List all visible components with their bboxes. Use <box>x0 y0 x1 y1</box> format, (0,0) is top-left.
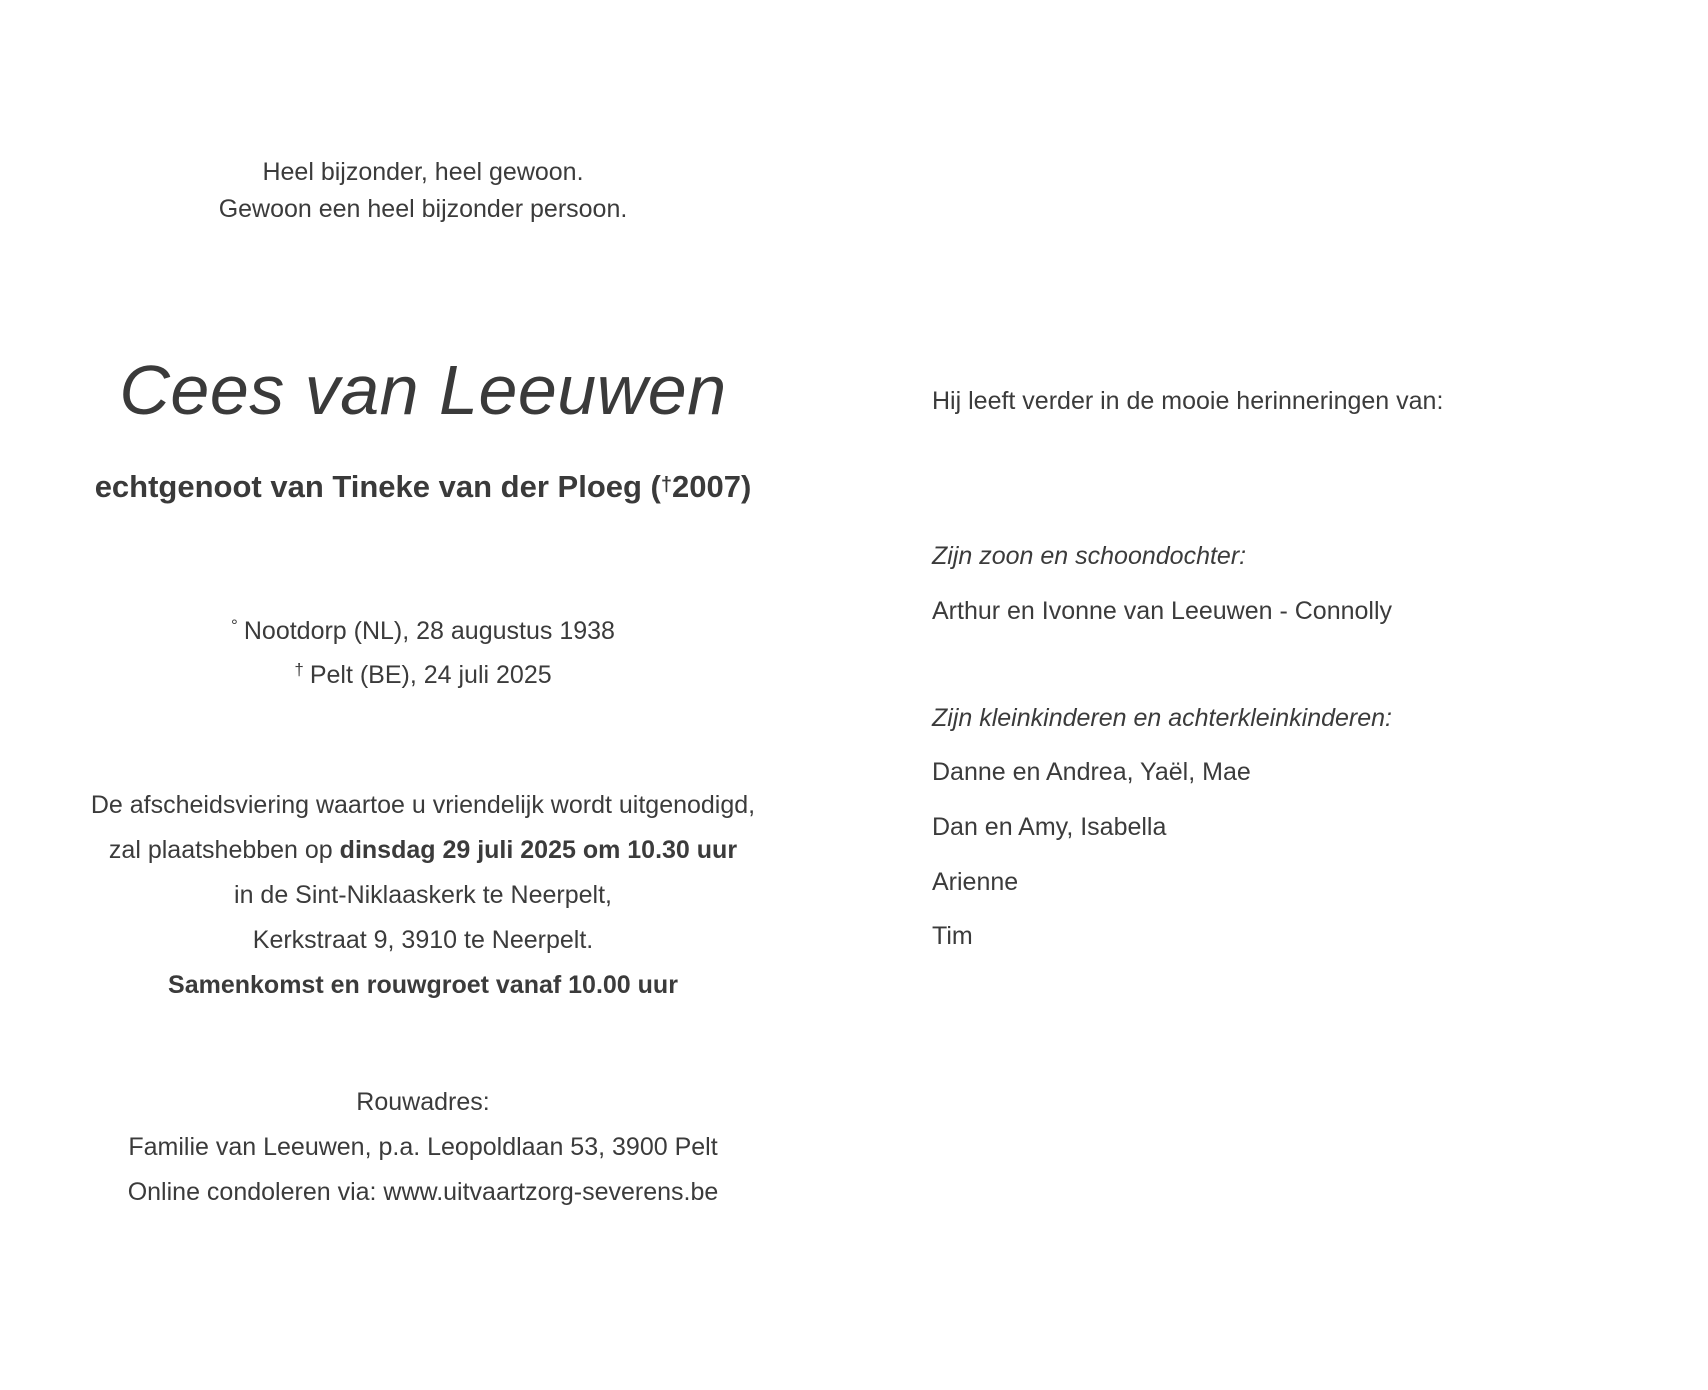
birth-line <box>0 611 846 646</box>
spouse-text: echtgenoot van Tineke van der Ploeg ( <box>94 469 661 504</box>
rouwadres-label: Rouwadres: <box>356 1088 490 1116</box>
family-member: Dan en Amy, Isabella <box>932 813 1167 841</box>
ceremony-date-prefix: zal plaatshebben op <box>108 836 340 864</box>
ceremony-line-3: in de Sint-Niklaaskerk te Neerpelt, <box>234 881 612 909</box>
cross-icon: † <box>660 474 672 496</box>
death-line <box>0 655 846 690</box>
family-member: Tim <box>932 922 973 950</box>
spouse-year: 2007) <box>672 469 752 504</box>
motto-line-1: Heel bijzonder, heel gewoon. <box>262 158 584 186</box>
family-member: Danne en Andrea, Yaël, Mae <box>932 758 1251 786</box>
ceremony-date: dinsdag 29 juli 2025 om 10.30 uur <box>339 836 738 864</box>
ceremony-line-1: De afscheidsviering waartoe u vriendelijk wordt uitgenodigd, <box>90 791 756 819</box>
group-heading-grandchildren: Zijn kleinkinderen en achterkleinkinderen: <box>932 704 1392 732</box>
birth-symbol-icon: ° <box>231 616 238 635</box>
death-text: Pelt (BE), 24 juli 2025 <box>309 661 552 689</box>
family-member: Arienne <box>932 868 1019 896</box>
deceased-name: Cees van Leeuwen <box>119 351 727 429</box>
ceremony-line-5: Samenkomst en rouwgroet vanaf 10.00 uur <box>168 971 678 999</box>
ceremony-line-4: Kerkstraat 9, 3910 te Neerpelt. <box>252 926 594 954</box>
online-condolence: Online condoleren via: www.uitvaartzorg-severens.be <box>127 1178 719 1206</box>
cross-icon: † <box>294 660 304 679</box>
group-heading-son: Zijn zoon en schoondochter: <box>932 542 1247 570</box>
birth-text: Nootdorp (NL), 28 augustus 1938 <box>243 617 615 645</box>
family-intro: Hij leeft verder in de mooie herinneringen van: <box>932 387 1444 415</box>
ceremony-line-2 <box>0 835 846 865</box>
spouse-line <box>0 467 846 505</box>
motto-line-2: Gewoon een heel bijzonder persoon. <box>218 195 628 223</box>
rouwadres-address: Familie van Leeuwen, p.a. Leopoldlaan 53, 3900 Pelt <box>128 1133 718 1161</box>
family-member: Arthur en Ivonne van Leeuwen - Connolly <box>932 597 1393 625</box>
